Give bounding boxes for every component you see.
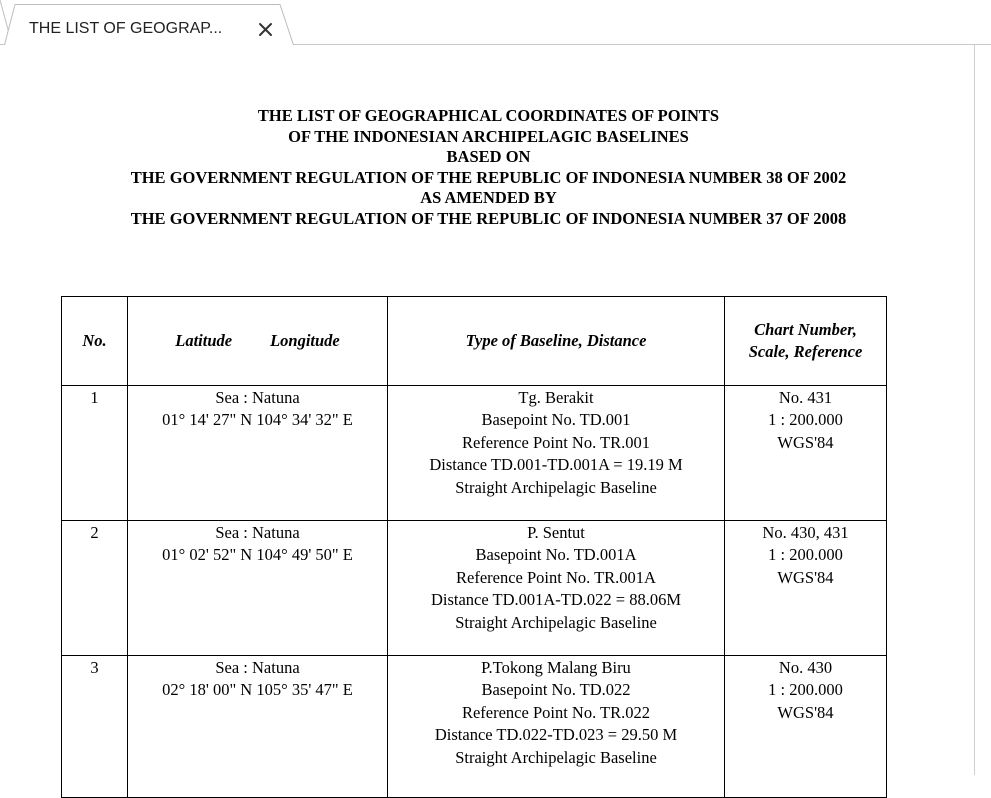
cell-chart — [725, 386, 887, 521]
cell-no: 1 — [62, 386, 128, 521]
cell-baseline-type: Straight Archipelagic Baseline — [455, 612, 657, 632]
cell-no: 3 — [62, 656, 128, 798]
cell-baseline-type: Straight Archipelagic Baseline — [455, 477, 657, 497]
cell-basepoint-name: P.Tokong Malang Biru — [481, 658, 631, 677]
cell-sea: Sea : Natuna — [215, 658, 300, 677]
cell-chart-number: No. 430 — [778, 658, 833, 677]
header-chart-line: Chart Number, — [754, 320, 857, 339]
table-row — [62, 521, 887, 656]
cell-scale: 1 : 200.000 — [768, 545, 843, 565]
cell-reference-point: Reference Point No. TR.001 — [461, 432, 651, 452]
cell-sea: Sea : Natuna — [215, 523, 300, 542]
header-chart-line: Scale, Reference — [748, 342, 863, 361]
tab-bar — [0, 0, 991, 45]
cell-basepoint-name: P. Sentut — [527, 523, 585, 542]
cell-scale: 1 : 200.000 — [768, 680, 843, 700]
cell-type — [388, 656, 725, 798]
cell-baseline-type: Straight Archipelagic Baseline — [455, 747, 657, 767]
tab-title: THE LIST OF GEOGRAP... — [29, 20, 223, 37]
header-type: Type of Baseline, Distance — [388, 297, 725, 386]
table-row — [62, 386, 887, 521]
cell-basepoint-no: Basepoint No. TD.001A — [475, 545, 637, 565]
table-header-row — [62, 297, 887, 386]
cell-chart-number: No. 430, 431 — [762, 523, 849, 542]
cell-coordinates: 01° 02' 52" N 104° 49' 50" E — [162, 545, 353, 565]
tab-document[interactable] — [4, 4, 294, 45]
cell-no: 2 — [62, 521, 128, 656]
cell-basepoint-name: Tg. Berakit — [518, 388, 594, 407]
cell-chart — [725, 656, 887, 798]
cell-chart — [725, 521, 887, 656]
cell-type — [388, 386, 725, 521]
cell-basepoint-no: Basepoint No. TD.001 — [481, 410, 631, 430]
heading-line: OF THE INDONESIAN ARCHIPELAGIC BASELINES — [288, 126, 689, 146]
cell-position — [128, 386, 388, 521]
cell-type — [388, 521, 725, 656]
tab-close-button[interactable] — [257, 21, 275, 39]
cell-chart-number: No. 431 — [778, 388, 833, 407]
cell-coordinates: 02° 18' 00" N 105° 35' 47" E — [162, 680, 353, 700]
header-no: No. — [62, 297, 128, 386]
close-icon — [257, 21, 275, 39]
cell-reference: WGS'84 — [777, 432, 834, 452]
cell-distance: Distance TD.001-TD.001A = 19.19 M — [429, 455, 683, 475]
cell-distance: Distance TD.001A-TD.022 = 88.06M — [430, 590, 682, 610]
table-row — [62, 656, 887, 798]
header-chart — [725, 297, 887, 386]
cell-sea: Sea : Natuna — [215, 388, 300, 407]
document-heading — [0, 106, 977, 229]
heading-line: THE LIST OF GEOGRAPHICAL COORDINATES OF POINTS — [257, 106, 720, 125]
cell-scale: 1 : 200.000 — [768, 410, 843, 430]
header-latitude: Latitude — [175, 331, 233, 350]
heading-line: THE GOVERNMENT REGULATION OF THE REPUBLIC OF INDONESIA NUMBER 38 OF 2002 — [130, 167, 847, 187]
header-lat-long — [128, 297, 388, 386]
cell-position — [128, 656, 388, 798]
heading-line: AS AMENDED BY — [420, 188, 557, 207]
cell-distance: Distance TD.022-TD.023 = 29.50 M — [434, 725, 678, 745]
heading-line: BASED ON — [446, 147, 531, 166]
cell-basepoint-no: Basepoint No. TD.022 — [481, 680, 631, 700]
cell-reference: WGS'84 — [777, 567, 834, 587]
heading-line: THE GOVERNMENT REGULATION OF THE REPUBLIC OF INDONESIA NUMBER 37 OF 2008 — [130, 208, 847, 228]
coordinates-table — [61, 296, 887, 798]
cell-reference: WGS'84 — [777, 702, 834, 722]
cell-reference-point: Reference Point No. TR.001A — [456, 567, 656, 587]
cell-reference-point: Reference Point No. TR.022 — [461, 702, 651, 722]
cell-position — [128, 521, 388, 656]
header-longitude: Longitude — [270, 331, 340, 350]
cell-coordinates: 01° 14' 27" N 104° 34' 32" E — [162, 410, 353, 430]
